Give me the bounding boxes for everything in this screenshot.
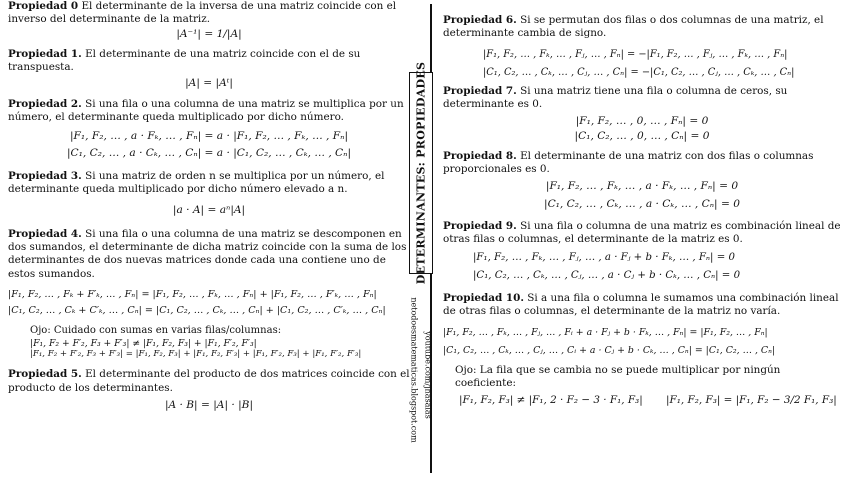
property-10-note-inequality: |F₁, F₂, F₃| ≠ |F₁, 2 · F₂ − 3 · F₁, F₃| xyxy=(459,393,643,406)
property-0: Propiedad 0 El determinante de la inversa de una matriz coincide con el inverso del determinante de la matriz. xyxy=(8,0,397,26)
property-9-formula-rows: |F₁, F₂, … , Fₖ, … , Fⱼ, … , a · Fⱼ + b · Fₖ, … , Fₙ| = 0 xyxy=(473,252,735,264)
property-4: Propiedad 4. Si una fila o una columna de una matriz se descomponen en dos sumandos, el determinante de dicha matriz coincide con la suma de los determinantes de dos nuevas matrices donde cada una contiene uno de estos sumandos. xyxy=(8,227,407,280)
property-10-formula-cols: |C₁, C₂, … , Cₖ, … , Cⱼ, … , Cᵢ + a · Cⱼ + b · Cₖ, … , Cₙ| = |C₁, C₂, … , Cₙ| xyxy=(443,344,776,356)
property-8-formula-rows: |F₁, F₂, … , Fₖ, … , a · Fₖ, … , Fₙ| = 0 xyxy=(545,180,739,192)
sidebar-title-box xyxy=(409,61,433,285)
property-8-formula-cols: |C₁, C₂, … , Cₖ, … , a · Cₖ, … , Cₙ| = 0 xyxy=(544,198,740,211)
left-column xyxy=(8,0,410,412)
youtube-link[interactable]: youtube.com/jhasalas xyxy=(423,331,433,419)
right-column xyxy=(443,14,841,407)
property-7-formula-rows: |F₁, F₂, … , 0, … , Fₙ| = 0 xyxy=(575,114,709,127)
property-6-formula-rows: |F₁, F₂, … , Fₖ, … , Fⱼ, … , Fₙ| = −|F₁, F₂, … , Fⱼ, … , Fₖ, … , Fₙ| xyxy=(483,49,788,61)
property-0-formula: |A⁻¹| = 1/|A| xyxy=(176,28,242,41)
property-4-formula-rows: |F₁, F₂, … , Fₖ + F′ₖ, … , Fₙ| = |F₁, F₂, … , Fₖ, … , Fₙ| + |F₁, F₂, … , F′ₖ, … , Fₙ| xyxy=(8,288,377,300)
property-10-note-formulas xyxy=(443,394,841,407)
property-9-formula-cols: |C₁, C₂, … , Cₖ, … , Cⱼ, … , a · Cⱼ + b · Cₖ, … , Cₙ| = 0 xyxy=(473,270,741,282)
property-6-formula-cols: |C₁, C₂, … , Cₖ, … , Cⱼ, … , Cₙ| = −|C₁, C₂, … , Cⱼ, … , Cₖ, … , Cₙ| xyxy=(483,66,795,78)
sidebar-links xyxy=(423,280,433,470)
property-4-note: Ojo: Cuidado con sumas en varias filas/columnas: xyxy=(30,325,282,337)
property-5-formula: |A · B| = |A| · |B| xyxy=(164,398,254,411)
property-10-formula-rows: |F₁, F₂, … , Fₖ, … , Fⱼ, … , Fᵢ + a · Fⱼ + b · Fₖ, … , Fₙ| = |F₁, F₂, … , Fₙ| xyxy=(443,326,768,338)
property-8: Propiedad 8. El determinante de una matriz con dos filas o columnas proporcionales es 0. xyxy=(443,149,814,175)
property-10-note-equality: |F₁, F₂, F₃| = |F₁, F₂ − 3/2 F₁, F₃| xyxy=(666,393,837,406)
property-4-formula-cols: |C₁, C₂, … , Cₖ + C′ₖ, … , Cₙ| = |C₁, C₂, … , Cₖ, … , Cₙ| + |C₁, C₂, … , C′ₖ, … , Cₙ| xyxy=(8,304,386,316)
property-2: Propiedad 2. Si una fila o una columna de una matriz se multiplica por un número, el determinante queda multiplicado por dicho número. xyxy=(8,97,404,123)
sidebar-title: DETERMINANTES: PROPIEDADES xyxy=(414,61,428,285)
property-3-formula: |a · A| = aⁿ|A| xyxy=(172,204,246,217)
property-6: Propiedad 6. Si se permutan dos filas o dos columnas de una matriz, el determinante cambia de signo. xyxy=(443,14,824,40)
sidebar-blog xyxy=(409,270,419,470)
blog-link[interactable]: netodoesmatematicas.blogspot.com xyxy=(409,297,419,443)
property-3: Propiedad 3. Si una matriz de orden n se multiplica por un número, el determinante queda multiplicado por dicho número elevado a n. xyxy=(8,170,385,196)
property-2-formula-rows: |F₁, F₂, … , a · Fₖ, … , Fₙ| = a · |F₁, F₂, … , Fₖ, … , Fₙ| xyxy=(69,130,349,143)
property-10-note: Ojo: La fila que se cambia no se puede multiplicar por ningún coeficiente: xyxy=(455,363,781,389)
property-4-note-equality: |F₁, F₂ + F′₂, F₃ + F′₃| = |F₁, F₂, F₃| + |F₁, F₂, F′₃| + |F₁, F′₂, F₃| + |F₁, F′₂, F′₃| xyxy=(30,349,362,360)
property-9: Propiedad 9. Si una fila o columna de una matriz es combinación lineal de otras filas o columnas, el determinante de la matriz es 0. xyxy=(443,219,841,246)
property-4-note-inequality: |F₁, F₂ + F′₂, F₃ + F′₃| ≠ |F₁, F₂, F₃| + |F₁, F′₂, F′₃| xyxy=(30,337,257,349)
property-7: Propiedad 7. Si una matriz tiene una fila o columna de ceros, su determinante es 0. xyxy=(443,85,788,111)
property-2-formula-cols: |C₁, C₂, … , a · Cₖ, … , Cₙ| = a · |C₁, C₂, … , Cₖ, … , Cₙ| xyxy=(66,146,352,159)
property-7-formula-cols: |C₁, C₂, … , 0, … , Cₙ| = 0 xyxy=(574,130,710,143)
property-1-formula: |A| = |Aᵗ| xyxy=(185,77,233,90)
property-10: Propiedad 10. Si a una fila o columna le sumamos una combinación lineal de otras filas o columnas, el determinante de la matriz no varía. xyxy=(443,292,839,318)
property-1: Propiedad 1. El determinante de una matriz coincide con el de su transpuesta. xyxy=(8,47,361,74)
property-5: Propiedad 5. El determinante del producto de dos matrices coincide con el producto de los determinantes. xyxy=(8,368,410,394)
